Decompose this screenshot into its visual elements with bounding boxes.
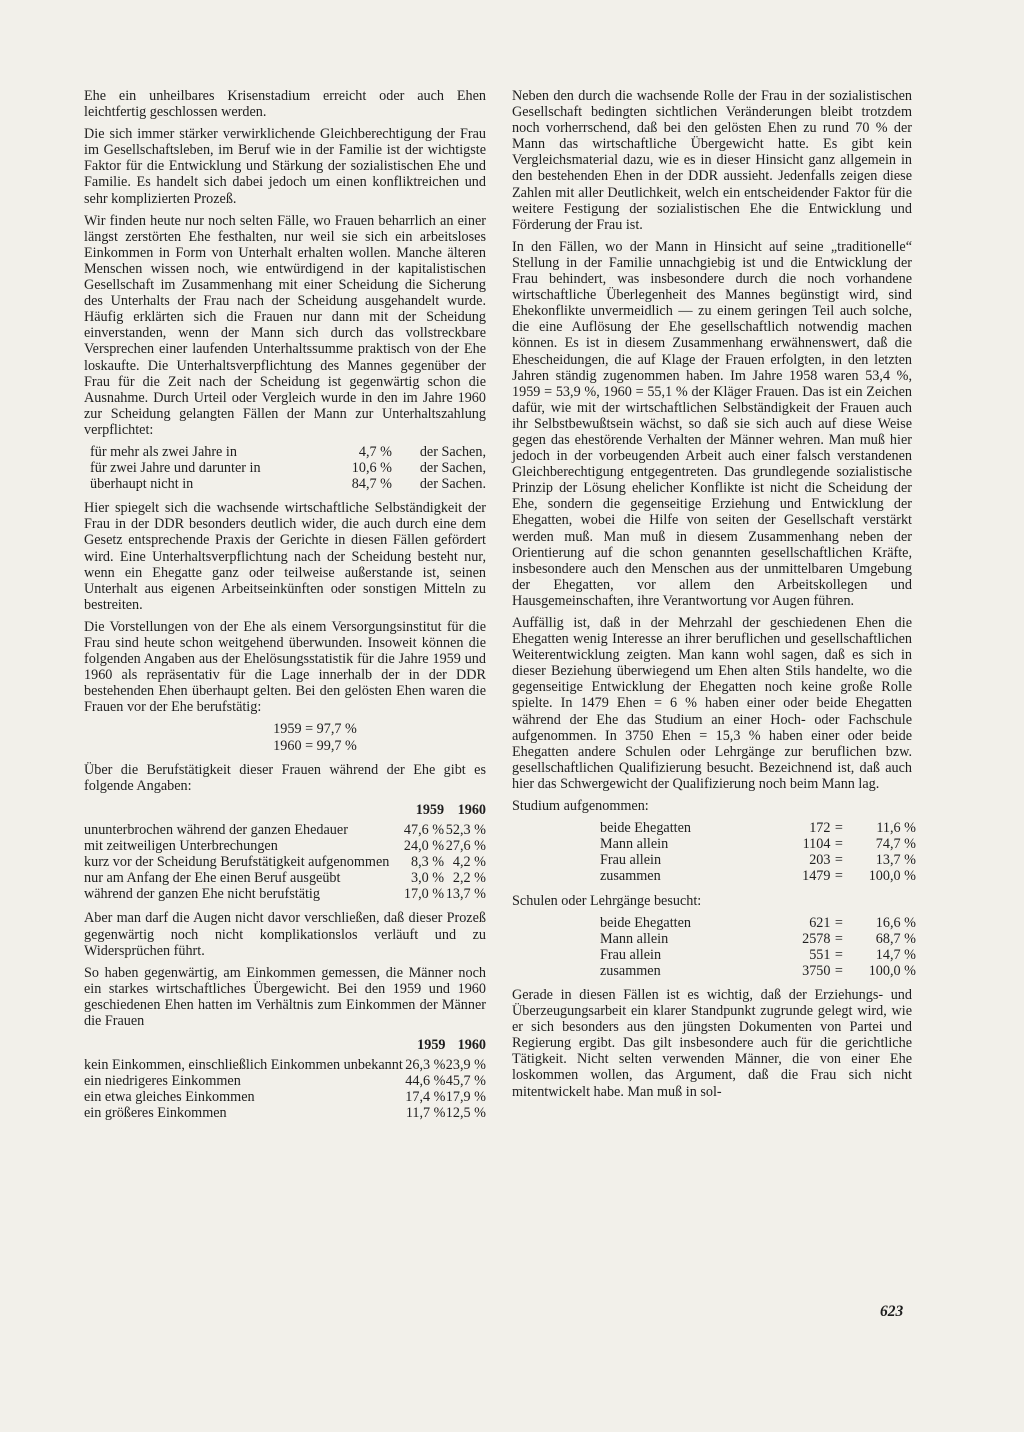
- row-label: ein niedrigeres Einkommen: [84, 1073, 241, 1090]
- table-row: [516, 963, 916, 979]
- paragraph: Hier spiegelt sich die wachsende wirtschaftliche Selbständigkeit der Frau in der DDR besonders deutlich wider, die auch durch eine dem Gesetz entsprechende Praxis der Gerichte in diesen Fällen gefördert wird. Eine Unterhaltsverpflichtung nach der Scheidung besteht nur, wenn ein Ehegatte ganz oder teilweise außerstande ist, seinen Unterhalt aus eigenen Arbeitseinkünften oder sonstigen Mitteln zu bestreiten.: [84, 500, 486, 613]
- row-equals: =: [834, 946, 843, 963]
- row-suffix: der Sachen,: [419, 443, 486, 460]
- row-value: 52,3 %: [445, 821, 486, 838]
- row-value: 100,0 %: [868, 868, 916, 885]
- row-value: 4,7 %: [358, 443, 392, 460]
- row-value: 74,7 %: [875, 836, 916, 853]
- column-header: 1960: [457, 801, 486, 818]
- paragraph: So haben gegenwärtig, am Einkommen gemessen, die Männer noch ein starkes wirtschaftliches Übergewicht. Bei den 1959 und 1960 geschiedenen Ehen hatten im Verhältnis zum Einkommen der Männer die Frauen: [84, 964, 486, 1029]
- table-heading: Studium aufgenommen:: [512, 798, 649, 815]
- row-value: 14,7 %: [875, 946, 916, 963]
- row-label: überhaupt nicht in: [90, 476, 194, 493]
- paragraph: In den Fällen, wo der Mann in Hinsicht auf seine „traditionelle“ Stellung in der Familie unnachgiebig ist und die Entwicklung der Frau behindert, was insbesondere durch die noch vorhandene wirtschaftliche Überlegenheit des Mannes begünstigt wird, sind Ehekonflikte unvermeidlich — zu einem geringen Teil auch solche, die eine Auflösung der Ehe gesellschaftlich notwendig machen können. Es ist in diesem Zusammenhang erwähnenswert, daß die Ehescheidungen, die auf Klage der Frauen erfolgten, in den letzten Jahren ständig zugenommen haben. Im Jahre 1958 waren 53,4 %, 1959 = 53,9 %, 1960 = 55,1 % der Kläger Frauen. Das ist ein Zeichen dafür, wie mit der wirtschaftlichen Selbständigkeit der Frauen auch ihr Selbstbewußtsein wächst, so daß sie sich auch auf diese Weise gegen das ehestörende Verhalten der Männer wehren. Man muß hier jedoch in der vorbeugenden Arbeit auch einer falsch verstandenen Gleichberechtigung entgegentreten. Das grundlegende sozialistische Prinzip der Lösung ehelicher Konflikte ist nicht die Scheidung der Ehe, sondern die gegenseitige Erziehung und Entwicklung der Ehegatten, wobei die Hilfe von seiten der Gesellschaft verstärkt werden muß. Man muß in diesem Zusammenhang neben der Orientierung auf die schon genannten gesellschaftlichen Kräfte, insbesondere auch den Menschen aus der unmittelbaren Umgebung der Ehegatten, vor allem den Arbeitskollegen und Hausgemeinschaften, ihre Verantwortung vor Augen führen.: [512, 238, 912, 609]
- row-value: 17,9 %: [445, 1089, 486, 1106]
- table-row: [84, 822, 486, 838]
- row-label: kurz vor der Scheidung Berufstätigkeit aufgenommen: [84, 854, 390, 871]
- row-value: 10,6 %: [351, 460, 392, 477]
- row-value: 3,0 %: [410, 870, 445, 887]
- table-row: [84, 838, 486, 854]
- row-label: Frau allein: [600, 946, 662, 963]
- table-row: [84, 444, 486, 460]
- table-row: [516, 836, 916, 852]
- row-value: 68,7 %: [875, 930, 916, 947]
- table-row: [516, 915, 916, 931]
- table-header-row: [84, 800, 486, 822]
- row-value: 26,3 %: [405, 1057, 446, 1074]
- row-suffix: der Sachen.: [419, 476, 486, 493]
- table-row: [516, 931, 916, 947]
- row-value: 13,7 %: [875, 852, 916, 869]
- right-column: [512, 88, 916, 1106]
- row-value: 4,2 %: [452, 854, 486, 871]
- row-equals: =: [834, 836, 843, 853]
- row-label: mit zeitweiligen Unterbrechungen: [84, 838, 278, 855]
- row-value: 16,6 %: [875, 914, 916, 931]
- table-row: [516, 820, 916, 836]
- row-equals: =: [834, 914, 843, 931]
- row-value: 23,9 %: [445, 1057, 486, 1074]
- page-number: 623: [880, 1303, 904, 1320]
- row-value: 11,7 %: [405, 1105, 446, 1122]
- row-value: 12,5 %: [445, 1105, 486, 1122]
- table-row: [84, 870, 486, 886]
- paragraph: Gerade in diesen Fällen ist es wichtig, daß der Erziehungs- und Überzeugungsarbeit ein klarer Standpunkt zugrunde gelegt wird, wie er sich besonders aus den jüngsten Dokumenten von Partei und Regierung ergibt. Das gilt insbesondere auch für die gerichtliche Tätigkeit. Nicht selten verwenden Männer, die von einer Ehe loskommen wollen, das Argument, daß die Frau sich nicht mitentwickelt habe. Man muß in sol-: [512, 986, 912, 1100]
- school-table: [516, 915, 916, 979]
- table-header-row: [84, 1035, 486, 1057]
- employment-before-marriage: [84, 721, 486, 753]
- row-count: 551: [809, 946, 831, 963]
- table-row: [516, 852, 916, 868]
- row-equals: =: [834, 820, 843, 837]
- table-row: [516, 868, 916, 884]
- row-equals: =: [834, 962, 843, 979]
- column-header: 1959: [415, 801, 445, 818]
- row-value: 100,0 %: [868, 962, 916, 979]
- row-label: während der ganzen Ehe nicht berufstätig: [84, 886, 320, 903]
- row-value: 84,7 %: [351, 476, 392, 493]
- row-label: Mann allein: [600, 930, 669, 947]
- maintenance-table: [84, 444, 486, 492]
- row-label: beide Ehegatten: [600, 914, 691, 931]
- paragraph: Die Vorstellungen von der Ehe als einem Versorgungsinstitut für die Frau sind heute schon weitgehend überwunden. Insoweit können die folgenden Angaben aus der Ehelösungsstatistik für die Jahre 1959 und 1960 als repräsentativ für die Lage innerhalb der in der DDR bestehenden Ehen überhaupt gelten. Bei den gelösten Ehen waren die Frauen vor der Ehe berufstätig:: [84, 618, 486, 716]
- row-label: nur am Anfang der Ehe einen Beruf ausgeübt: [84, 870, 341, 887]
- row-label: zusammen: [600, 868, 661, 885]
- employment-table: [84, 800, 486, 903]
- paragraph: Über die Berufstätigkeit dieser Frauen während der Ehe gibt es folgende Angaben:: [84, 761, 486, 794]
- paragraph: Ehe ein unheilbares Krisenstadium erreicht oder auch Ehen leichtfertig geschlossen werden.: [84, 88, 486, 121]
- row-count: 172: [809, 820, 831, 837]
- row-label: für mehr als zwei Jahre in: [90, 443, 237, 460]
- left-column: [84, 88, 486, 1130]
- column-header: 1960: [457, 1037, 486, 1054]
- row-count: 1479: [802, 868, 831, 885]
- row-label: Frau allein: [600, 852, 662, 869]
- table-row: [84, 460, 486, 476]
- row-value: 45,7 %: [445, 1073, 486, 1090]
- table-row: [84, 1057, 486, 1073]
- row-label: zusammen: [600, 962, 661, 979]
- row-value: 27,6 %: [445, 838, 486, 855]
- paragraph: Die sich immer stärker verwirklichende Gleichberechtigung der Frau im Gesellschaftsleben, im Beruf wie in der Familie ist der wichtigste Faktor für die Entwicklung und Stärkung der sozialistischen Ehe und Familie. Es handelt sich dabei jedoch um einen konfliktreichen und sehr komplizierten Prozeß.: [84, 126, 486, 207]
- row-value: 24,0 %: [403, 838, 445, 855]
- row-label: ununterbrochen während der ganzen Ehedauer: [84, 821, 348, 838]
- equation-line: 1960 = 99,7 %: [273, 737, 357, 754]
- row-label: für zwei Jahre und darunter in: [90, 460, 261, 477]
- table-row: [84, 1073, 486, 1089]
- table-row: [84, 886, 486, 902]
- row-equals: =: [834, 930, 843, 947]
- row-value: 44,6 %: [405, 1073, 446, 1090]
- row-equals: =: [834, 852, 843, 869]
- row-count: 3750: [802, 962, 831, 979]
- row-suffix: der Sachen,: [419, 460, 486, 477]
- row-value: 2,2 %: [452, 870, 486, 887]
- row-value: 47,6 %: [403, 821, 445, 838]
- row-value: 17,4 %: [405, 1089, 446, 1106]
- equation-line: 1959 = 97,7 %: [273, 721, 357, 738]
- row-count: 1104: [802, 836, 831, 853]
- column-header: 1959: [417, 1037, 446, 1054]
- row-count: 203: [809, 852, 831, 869]
- row-count: 2578: [802, 930, 831, 947]
- row-label: Mann allein: [600, 836, 669, 853]
- row-label: beide Ehegatten: [600, 820, 691, 837]
- row-value: 8,3 %: [410, 854, 445, 871]
- paragraph: Aber man darf die Augen nicht davor verschließen, daß dieser Prozeß gegenwärtig noch nicht komplikationslos verläuft und zu Widersprüchen führt.: [84, 910, 486, 959]
- table-heading: Schulen oder Lehrgänge besucht:: [512, 892, 702, 909]
- row-value: 11,6 %: [876, 820, 916, 837]
- paragraph: Neben den durch die wachsende Rolle der Frau in der sozialistischen Gesellschaft bedingten sichtlichen Veränderungen bleibt trotzdem noch vorherrschend, daß bei den gelösten Ehen zu rund 70 % der Mann das wirtschaftliche Übergewicht hatte. Es gibt kein Vergleichsmaterial dazu, wie es in dieser Hinsicht ganz allgemein in den bestehenden Ehen in der DDR aussieht. Jedenfalls zeigen diese Zahlen mit aller Deutlichkeit, welch ein entscheidender Faktor für die weitere Festigung der sozialistischen Ehe die Entwicklung und Förderung der Frau ist.: [512, 88, 912, 233]
- table-row: [84, 476, 486, 492]
- paragraph: Wir finden heute nur noch selten Fälle, wo Frauen beharrlich an einer längst zerstörten Ehe festhalten, nur weil sie sich ein arbeitsloses Einkommen in Form von Unterhalt erhalten wollen. Manche älteren Menschen wissen noch, wie entwürdigend in der kapitalistischen Gesellschaft im Zusammenhang mit einer Scheidung die Sicherung des Unterhalts der Frau nach der Scheidung ausgehandelt wurde. Häufig erklärten sich die Frauen nur dann mit der Scheidung einverstanden, wenn der Mann sich durch das vollstreckbare Versprechen einer laufenden Unterhaltssumme praktisch von der Ehe loskaufte. Die Unterhaltsverpflichtung des Mannes gegenüber der Frau für die Zeit nach der Scheidung ist gegenwärtig schon die Ausnahme. Durch Urteil oder Vergleich wurde in den im Jahre 1960 zur Scheidung gelangten Fällen der Mann zur Unterhaltszahlung verpflichtet:: [84, 212, 486, 438]
- row-equals: =: [834, 868, 843, 885]
- row-value: 13,7 %: [445, 886, 486, 903]
- income-table: [84, 1035, 486, 1121]
- row-label: kein Einkommen, einschließlich Einkommen unbekannt: [84, 1057, 403, 1074]
- row-count: 621: [809, 914, 831, 931]
- table-row: [84, 1105, 486, 1121]
- table-row: [84, 1089, 486, 1105]
- study-table: [516, 820, 916, 884]
- table-row: [516, 947, 916, 963]
- row-value: 17,0 %: [403, 886, 445, 903]
- paragraph: Auffällig ist, daß in der Mehrzahl der geschiedenen Ehen die Ehegatten wenig Interesse an ihrer beruflichen und gesellschaftlichen Weiterentwicklung zeigten. Man kann wohl sagen, daß es sich in dieser Beziehung überwiegend um Ehen alten Stils handelte, wo die gegenseitige Entwicklung der Ehegatten noch keine große Rolle spielte. In 1479 Ehen = 6 % haben einer oder beide Ehegatten während der Ehe das Studium an einer Hoch- oder Fachschule aufgenommen. In 3750 Ehen = 15,3 % haben einer oder beide Ehegatten andere Schulen oder Lehrgänge zur beruflichen bzw. gesellschaftlichen Qualifizierung besucht. Bezeichnend ist, daß auch hier das Schwergewicht der Qualifizierung noch beim Mann lag.: [512, 615, 912, 792]
- row-label: ein größeres Einkommen: [84, 1105, 227, 1122]
- row-label: ein etwa gleiches Einkommen: [84, 1089, 255, 1106]
- table-row: [84, 854, 486, 870]
